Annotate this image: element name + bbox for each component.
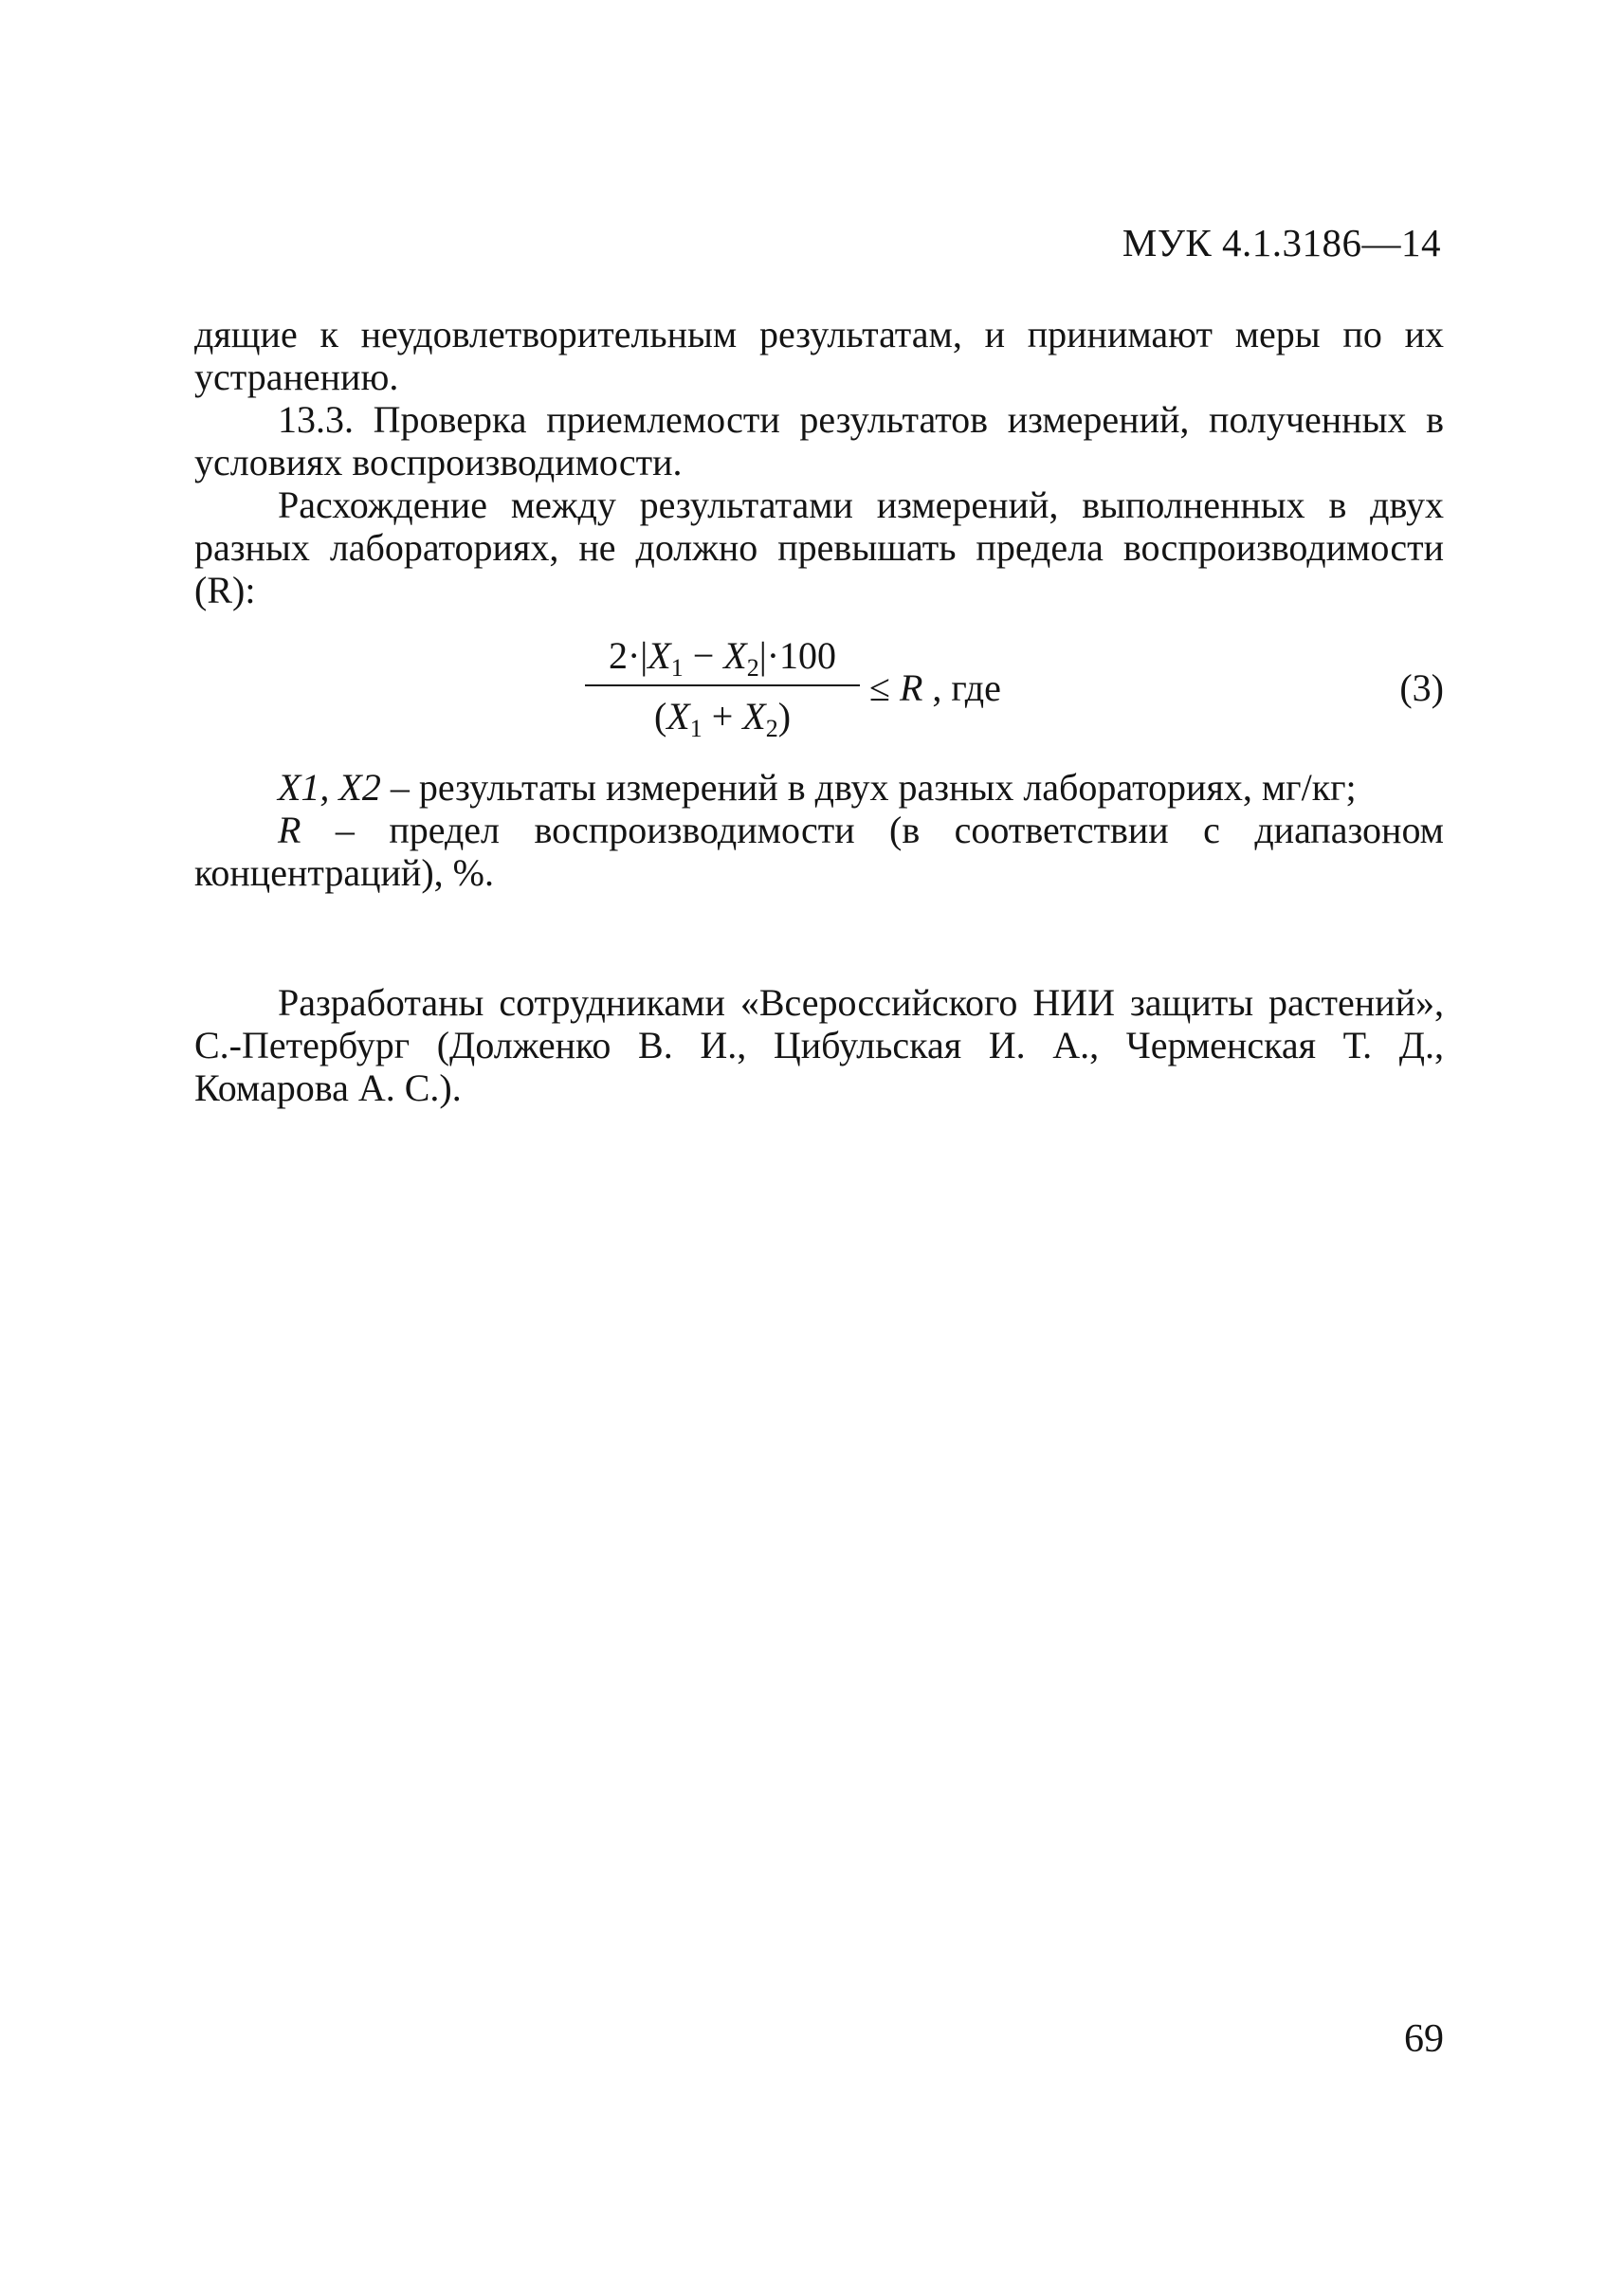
paragraph-discrepancy-text: Расхождение между результатами измерений, выполненных в двух разных лабораториях, не должно превышать предела воспроизводимости (R): xyxy=(194,483,1444,611)
definition-r xyxy=(194,809,1444,894)
section-13-3-heading: 13.3. Проверка приемлемости результатов измерений, полученных в условиях воспроизводимости. xyxy=(194,398,1444,483)
definition-x xyxy=(194,766,1444,809)
body-text xyxy=(194,313,1444,611)
formula-denominator: $(X_1 + X_2)$ xyxy=(653,695,792,742)
formula-numerator: $2\cdot|X_1 - X_2|\cdot 100$ xyxy=(608,634,837,682)
credits-block xyxy=(194,981,1444,1109)
document-code: МУК 4.1.3186—14 xyxy=(1122,221,1441,264)
paragraph-discrepancy xyxy=(194,483,1444,611)
formula-rhs: ≤ R , где xyxy=(869,666,1001,709)
definition-r-var: R xyxy=(278,809,301,851)
page-number: 69 xyxy=(1404,2017,1444,2061)
formula-3 xyxy=(194,628,1444,751)
formula-fraction xyxy=(585,628,860,751)
fraction-bar xyxy=(585,684,860,686)
paragraph-continuation: дящие к неудовлетворительным результатам, и принимают меры по их устранению. xyxy=(194,313,1444,398)
definitions xyxy=(194,766,1444,894)
credits-text: Разработаны сотрудниками «Всероссийского НИИ защиты растений», С.-Петербург (Долженко В. И., Цибульская И. А., Черменская Т. Д., Комарова А. С.). xyxy=(194,981,1444,1109)
definition-x-text: – результаты измерений в двух разных лабораториях, мг/кг; xyxy=(380,766,1357,809)
definition-x-vars: X1, X2 xyxy=(278,766,381,809)
equation-number: (3) xyxy=(1399,666,1444,709)
definition-r-text: – предел воспроизводимости (в соответствии с диапазоном концентраций), %. xyxy=(194,809,1444,894)
